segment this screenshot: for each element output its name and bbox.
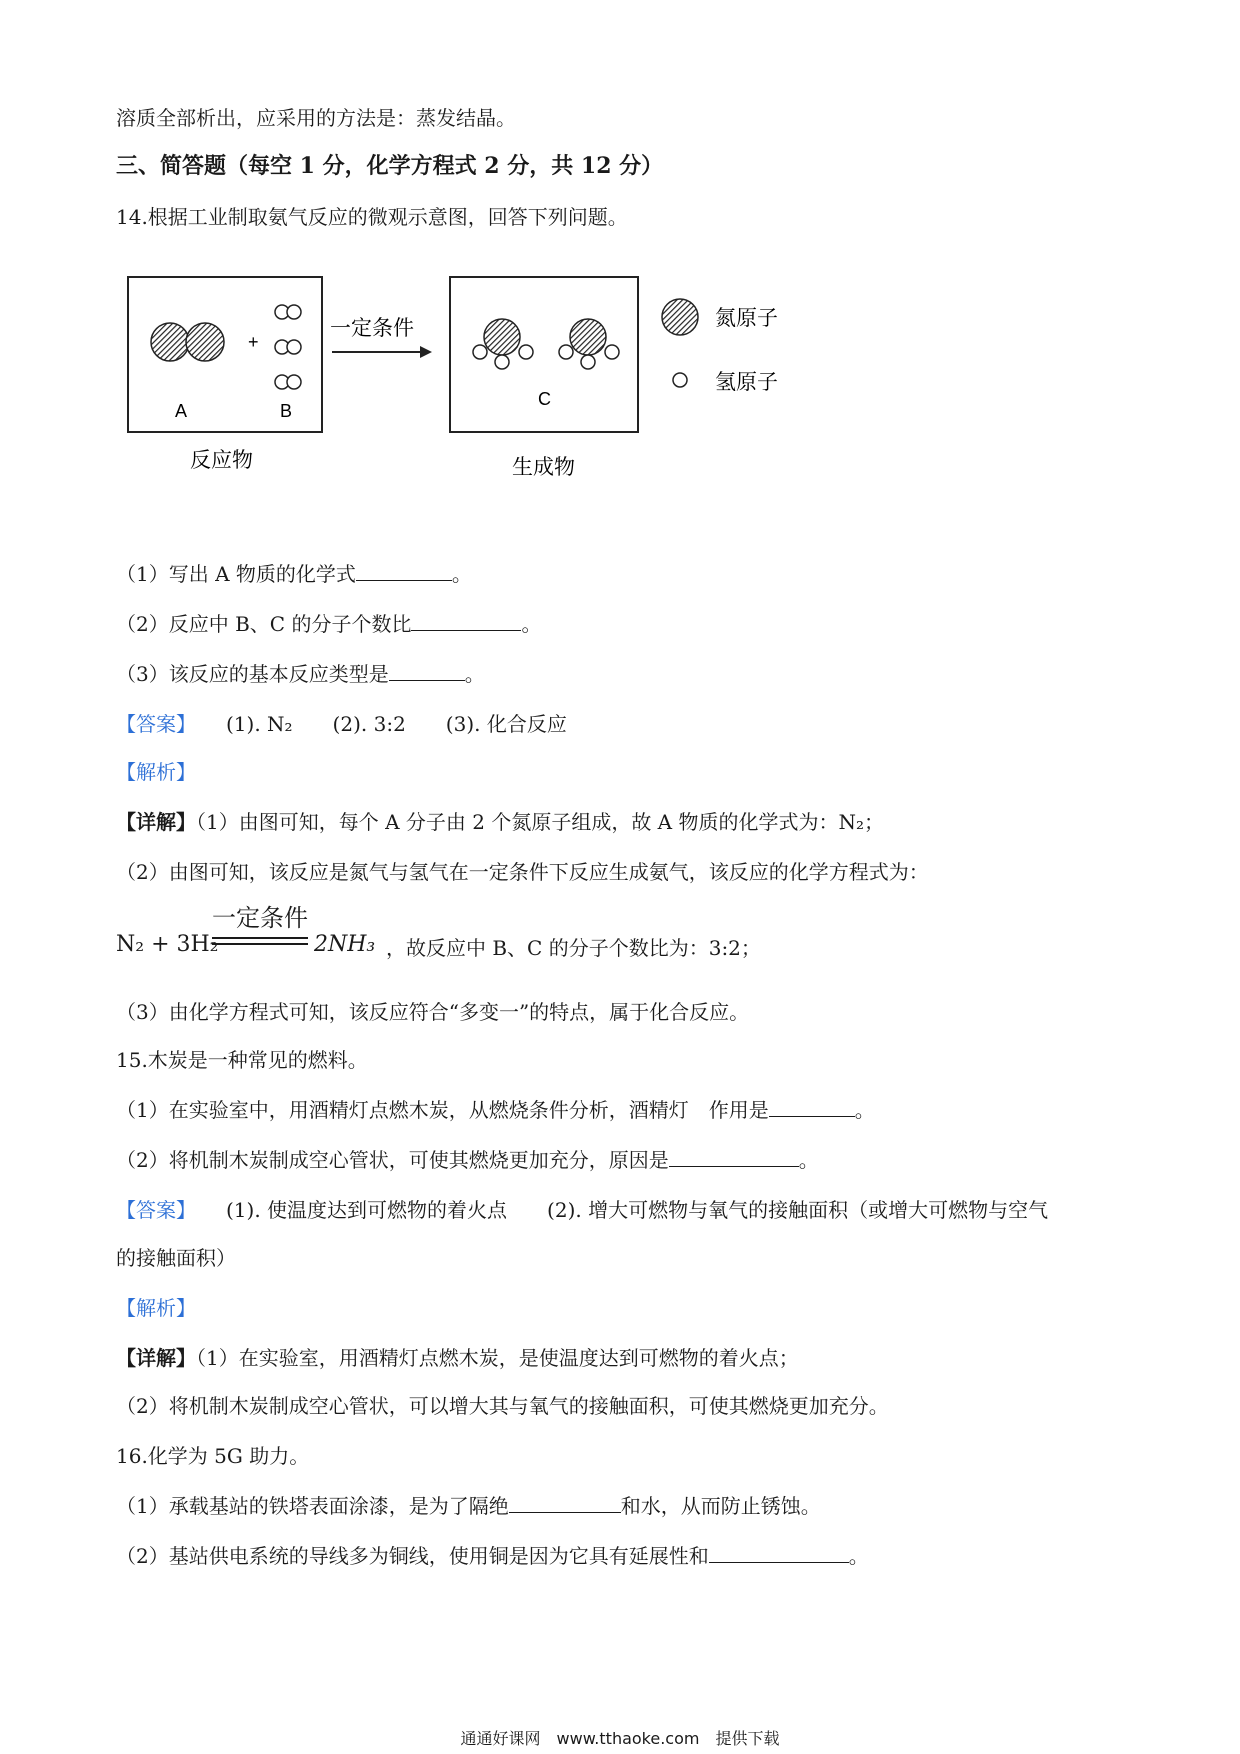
question-15-2: （2）将机制木炭制成空心管状，可使其燃烧更加充分，原因是 。 [116,1148,819,1172]
answer-blank[interactable] [411,612,521,631]
hydrogen-atom [519,345,533,359]
footer: 通通好课网 www.tthaoke.com 提供下载 [460,1729,780,1748]
detail-15-2: （2）将机制木炭制成空心管状，可以增大其与氧气的接触面积，可使其燃烧更加充分。 [116,1394,889,1418]
answer-blank[interactable] [769,1098,855,1117]
question-14: 14.根据工业制取氨气反应的微观示意图，回答下列问题。 [116,205,628,229]
hydrogen-atom [287,305,301,319]
detail-tag: 【详解】 [116,810,196,834]
hydrogen-atom [287,375,301,389]
text-line: 溶质全部析出，应采用的方法是：蒸发结晶。 [116,106,516,130]
arrow-condition: 一定条件 [330,316,414,340]
analysis-tag: 【解析】 [116,1296,196,1320]
label-b: B [280,401,293,421]
hydrogen-atom [559,345,573,359]
nitrogen-atom [186,323,224,361]
question-14-1: （1）写出 A 物质的化学式 。 [116,562,472,586]
products-label: 生成物 [512,455,575,479]
answer-15: 【答案】 (1). 使温度达到可燃物的着火点 (2). 增大可燃物与氧气的接触面积（或增大可燃物与空气 [116,1198,1049,1222]
legend-nitrogen-icon [662,299,698,335]
detail-15-1: 【详解】（1）在实验室，用酒精灯点燃木炭，是使温度达到可燃物的着火点； [116,1346,799,1370]
reactants-label: 反应物 [190,448,253,472]
arrow-head [420,346,432,358]
section-title: 三、简答题（每空 1 分，化学方程式 2 分，共 12 分） [116,153,664,179]
answer-blank[interactable] [669,1148,799,1167]
legend-hydrogen-label: 氢原子 [715,370,778,394]
answer-blank[interactable] [709,1544,849,1563]
hydrogen-atom [473,345,487,359]
plus-sign: + [248,332,259,352]
hydrogen-atom [287,340,301,354]
equation-tail: ，故反应中 B、C 的分子个数比为：3:2； [386,936,761,960]
answer-tag: 【答案】 [116,712,186,736]
detail-14-2: （2）由图可知，该反应是氮气与氢气在一定条件下反应生成氨气，该反应的化学方程式为： [116,860,929,884]
nitrogen-atom [570,319,606,355]
detail-tag: 【详解】 [116,1346,196,1370]
hydrogen-atom [581,355,595,369]
equation-left: N₂ + 3H₂ [116,932,219,957]
chemical-equation [116,898,1016,968]
hydrogen-atom [605,345,619,359]
nitrogen-atom [151,323,189,361]
question-15-1: （1）在实验室中，用酒精灯点燃木炭，从燃烧条件分析，酒精灯 作用是 。 [116,1098,875,1122]
equation-bar [212,943,308,945]
detail-14-1: 【详解】（1）由图可知，每个 A 分子由 2 个氮原子组成，故 A 物质的化学式为：N₂； [116,810,884,834]
answer-blank[interactable] [389,662,465,681]
equation-condition: 一定条件 [212,904,308,932]
label-a: A [175,401,188,421]
answer-15-cont: 的接触面积） [116,1246,236,1270]
equation-right: 2NH₃ [314,932,376,957]
legend-hydrogen-icon [673,373,687,387]
analysis-tag: 【解析】 [116,760,196,784]
answer-blank[interactable] [356,562,452,581]
hydrogen-atom [495,355,509,369]
answer-tag: 【答案】 [116,1198,186,1222]
nitrogen-atom [484,319,520,355]
question-14-3: （3）该反应的基本反应类型是 。 [116,662,485,686]
question-16-1: （1）承载基站的铁塔表面涂漆，是为了隔绝 和水，从而防止锈蚀。 [116,1494,821,1518]
question-14-2: （2）反应中 B、C 的分子个数比 。 [116,612,542,636]
detail-14-3: （3）由化学方程式可知，该反应符合“多变一”的特点，属于化合反应。 [116,1000,750,1024]
question-16: 16.化学为 5G 助力。 [116,1444,310,1468]
label-c: C [538,389,551,409]
answer-blank[interactable] [509,1494,621,1513]
equation-bar [212,937,308,939]
legend-nitrogen-label: 氮原子 [715,306,778,330]
question-15: 15.木炭是一种常见的燃料。 [116,1048,368,1072]
reaction-diagram [120,262,840,482]
question-16-2: （2）基站供电系统的导线多为铜线，使用铜是因为它具有延展性和 。 [116,1544,869,1568]
answer-14: 【答案】 (1). N₂ (2). 3:2 (3). 化合反应 [116,712,567,736]
